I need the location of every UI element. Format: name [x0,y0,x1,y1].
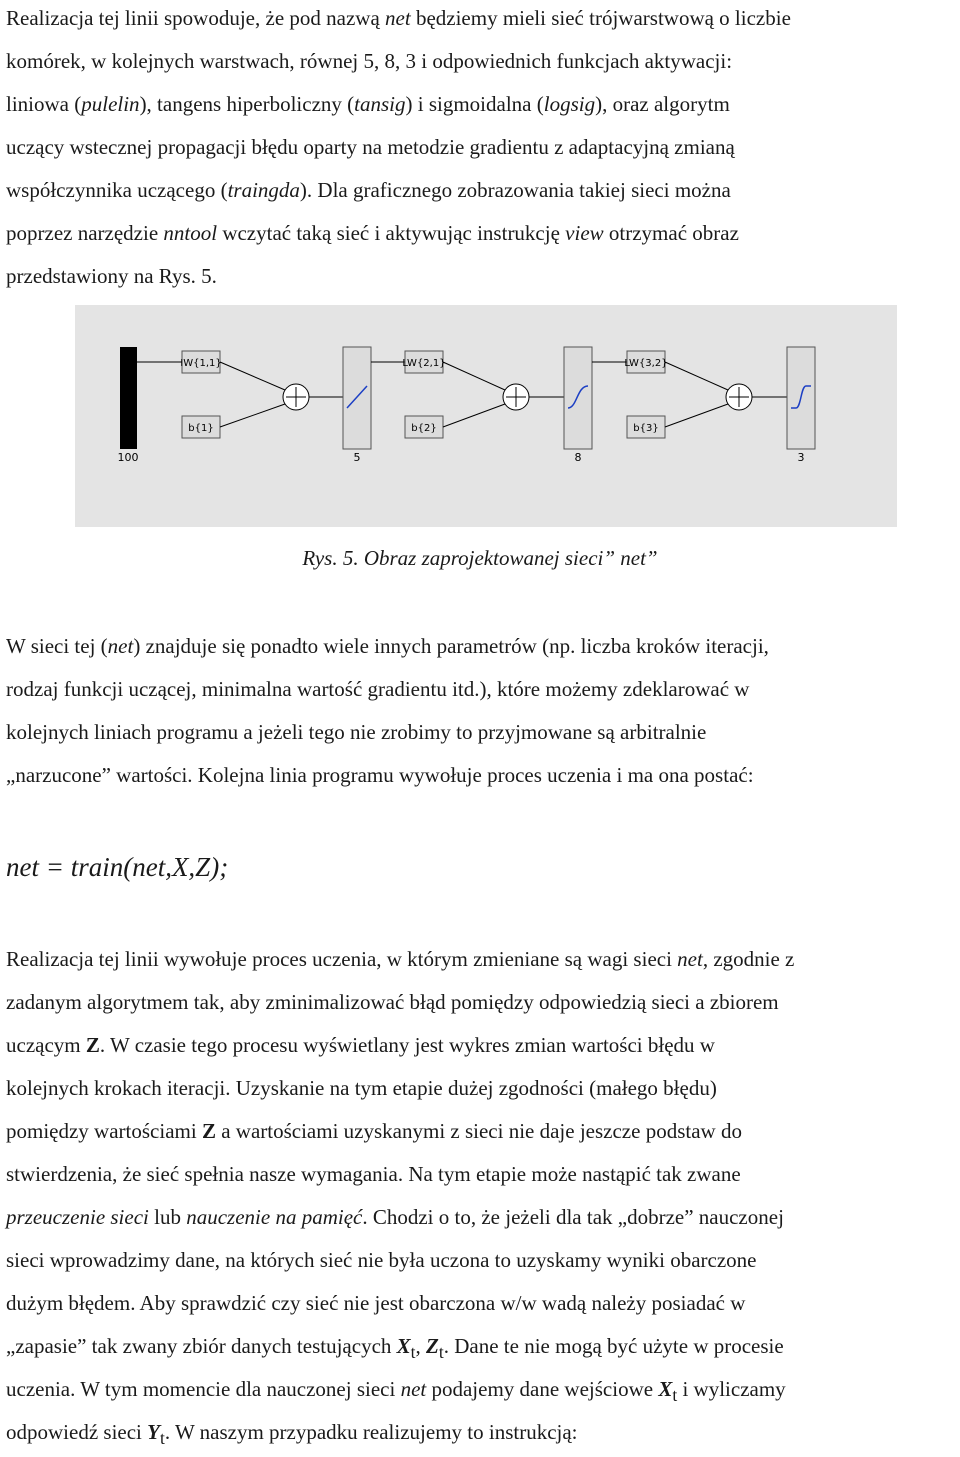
connector [443,362,505,390]
input-size-label: 100 [117,451,139,464]
text-line: pomiędzy wartościami Z a wartościami uzyskanymi z sieci nie daje jeszcze podstaw do [6,1119,742,1143]
text-line: komórek, w kolejnych warstwach, równej 5, 8, 3 i odpowiednich funkcjach aktywacji: [6,49,733,73]
text-line: współczynnika uczącego (traingda). Dla graficznego zobrazowania takiej sieci można [6,178,731,202]
weight-label-iw11: IW{1,1} [180,358,222,369]
text-line: Realizacja tej linii spowoduje, że pod nazwą net będziemy mieli sieć trójwarstwową o liczbie [6,6,791,30]
text-line: liniowa (pulelin), tangens hiperboliczny (tansig) i sigmoidalna (logsig), oraz algorytm [6,92,730,116]
bias-label-b2: b{2} [411,423,437,434]
network-diagram [75,305,897,527]
text-line: uczący wstecznej propagacji błędu oparty na metodzie gradientu z adaptacyjną zmianą [6,135,735,159]
text-line: przedstawiony na Rys. 5. [6,264,217,288]
text-line: „narzucone” wartości. Kolejna linia programu wywołuje proces uczenia i ma ona postać: [6,763,754,787]
text-line: zadanym algorytmem tak, aby zminimalizować błąd pomiędzy odpowiedzią sieci a zbiorem [6,990,779,1014]
text-line: Realizacja tej linii wywołuje proces uczenia, w którym zmieniane są wagi sieci net, zgodnie z [6,947,795,971]
layer3-size-label: 3 [797,451,805,464]
bias-label-b3: b{3} [633,423,659,434]
connector [220,362,285,390]
text-line: sieci wprowadzimy dane, na których sieć nie była uczona to uzyskamy wyniki obarczone [6,1248,757,1272]
text-line: rodzaj funkcji uczącej, minimalna wartość gradientu itd.), które możemy zdeklarować w [6,677,750,701]
network-diagram-svg [75,305,897,527]
transfer-box-tansig [564,347,592,449]
figure-caption: Rys. 5. Obraz zaprojektowanej sieci” net” [302,546,658,570]
text-line: poprzez narzędzie nntool wczytać taką sieć i aktywując instrukcję view otrzymać obraz [6,221,739,245]
text-line: „zapasie” tak zwany zbiór danych testujących $X_t$, $Z_t$. Dane te nie mogą być użyte w procesie [6,1334,784,1363]
text-line: odpowiedź sieci $Y_t$. W naszym przypadku realizujemy to instrukcją: [6,1420,578,1449]
connector [443,404,505,427]
input-block [120,347,137,449]
connector [665,404,728,427]
text-line: kolejnych liniach programu a jeżeli tego nie zrobimy to przyjmowane są arbitralnie [6,720,707,744]
code-line: net = train(net,X,Z); [6,852,229,882]
text-line: W sieci tej (net) znajduje się ponadto wiele innych parametrów (np. liczba kroków iteracji, [6,634,769,658]
text-line: dużym błędem. Aby sprawdzić czy sieć nie jest obarczona w/w wadą należy posiadać w [6,1291,746,1315]
weight-label-lw32: LW{3,2} [624,358,668,369]
layer2-size-label: 8 [574,451,582,464]
weight-label-lw21: LW{2,1} [402,358,446,369]
bias-label-b1: b{1} [188,423,214,434]
layer1-size-label: 5 [353,451,361,464]
connector [220,404,285,427]
connector [665,362,728,390]
text-line: stwierdzenia, że sieć spełnia nasze wymagania. Na tym etapie może nastąpić tak zwane [6,1162,741,1186]
text-line: uczenia. W tym momencie dla nauczonej sieci net podajemy dane wejściowe $X_t$ i wyliczamy [6,1377,786,1406]
text-line: uczącym Z. W czasie tego procesu wyświetlany jest wykres zmian wartości błędu w [6,1033,715,1057]
text-line: przeuczenie sieci lub nauczenie na pamięć. Chodzi o to, że jeżeli dla tak „dobrze” nauczonej [6,1205,784,1229]
text-line: kolejnych krokach iteracji. Uzyskanie na tym etapie dużej zgodności (małego błędu) [6,1076,717,1100]
